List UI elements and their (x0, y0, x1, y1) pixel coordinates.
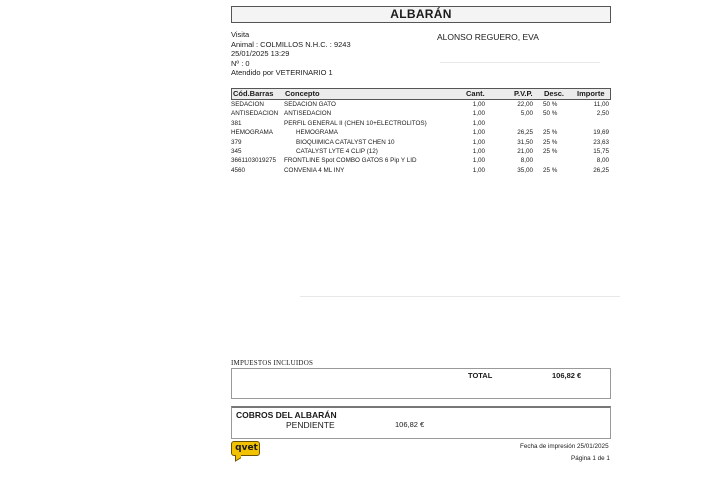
row-price: 8,00 (520, 157, 533, 165)
scan-noise-line (300, 296, 620, 297)
table-row (231, 100, 611, 109)
row-code: 4560 (231, 166, 246, 174)
table-row (231, 138, 611, 147)
table-row (231, 156, 611, 165)
payment-status: PENDIENTE (286, 420, 335, 430)
taxes-included-note: IMPUESTOS INCLUIDOS (231, 359, 314, 367)
row-amount: 26,25 (593, 166, 609, 174)
row-qty: 1,00 (472, 101, 485, 108)
total-box (231, 368, 611, 399)
row-code: HEMOGRAMA (231, 129, 273, 137)
row-qty: 1,00 (472, 147, 485, 155)
row-amount: 19,69 (593, 129, 609, 137)
header-qty: Cant. (466, 89, 485, 98)
visit-label: Visita (231, 30, 250, 39)
row-discount: 50 % (543, 110, 558, 118)
table-row (231, 119, 611, 128)
row-price: 21,00 (517, 147, 533, 155)
row-code: 3661103019275 (231, 157, 277, 165)
page-number: Página 1 de 1 (571, 455, 610, 462)
row-code: SEDACION (231, 101, 264, 108)
visit-info (231, 30, 351, 78)
row-price: 22,00 (517, 101, 533, 108)
qvet-logo (231, 441, 260, 456)
client-name: ALONSO REGUERO, EVA (437, 32, 539, 42)
row-qty: 1,00 (472, 110, 485, 118)
row-concept: PERFIL GENERAL II (CHEN 10+ELECTROLITOS) (284, 119, 427, 127)
row-qty: 1,00 (472, 138, 485, 146)
row-qty: 1,00 (472, 166, 485, 174)
row-price: 31,50 (517, 138, 533, 146)
row-concept: HEMOGRAMA (296, 129, 338, 137)
header-concept: Concepto (285, 89, 320, 98)
items-table-header (231, 88, 611, 100)
row-concept: SEDACION GATO (284, 101, 336, 108)
row-discount: 25 % (543, 129, 558, 137)
row-qty: 1,00 (472, 157, 485, 165)
attended-by: Atendido por VETERINARIO 1 (231, 68, 333, 77)
row-price: 35,00 (517, 166, 533, 174)
row-discount: 25 % (543, 166, 558, 174)
row-discount: 25 % (543, 138, 558, 146)
row-code: 345 (231, 147, 242, 155)
table-row (231, 109, 611, 118)
table-row (231, 147, 611, 156)
header-amount: Importe (577, 89, 605, 98)
payment-amount: 106,82 € (395, 420, 425, 429)
row-concept: CATALYST LYTE 4 CLIP (12) (296, 147, 378, 155)
row-code: ANTISEDACION (231, 110, 279, 118)
print-date: Fecha de impresión 25/01/2025 (520, 443, 609, 450)
row-amount: 11,00 (593, 101, 609, 108)
visit-date-time: 25/01/2025 13:29 (231, 49, 290, 58)
table-row (231, 166, 611, 175)
row-price: 26,25 (517, 129, 533, 137)
row-discount: 25 % (543, 147, 558, 155)
payments-title: COBROS DEL ALBARÁN (236, 410, 337, 420)
row-amount: 15,75 (593, 147, 609, 155)
row-discount: 50 % (543, 101, 558, 108)
payments-box (231, 406, 611, 439)
row-qty: 1,00 (472, 129, 485, 137)
row-concept: BIOQUIMICA CATALYST CHEN 10 (296, 138, 395, 146)
row-concept: FRONTLINE Spot COMBO GATOS 6 Pip Y LID (284, 157, 417, 165)
row-amount: 23,63 (593, 138, 609, 146)
row-price: 5,00 (520, 110, 533, 118)
total-value: 106,82 € (552, 371, 582, 380)
row-concept: CONVENIA 4 ML INY (284, 166, 345, 174)
animal-line: Animal : COLMILLOS N.H.C. : 9243 (231, 39, 351, 49)
logo-text: qvet (235, 443, 258, 453)
header-discount: Desc. (544, 89, 565, 98)
row-amount: 8,00 (596, 157, 609, 165)
scan-noise-line (440, 62, 600, 63)
row-qty: 1,00 (472, 119, 485, 127)
header-code: Cód.Barras (233, 89, 274, 98)
row-code: 381 (231, 119, 242, 127)
total-label: TOTAL (468, 371, 493, 380)
header-price: P.V.P. (514, 89, 533, 98)
row-code: 379 (231, 138, 242, 146)
document-number: Nº : 0 (231, 58, 250, 68)
document-title: ALBARÁN (231, 6, 611, 23)
table-row (231, 128, 611, 137)
items-table-body (231, 100, 611, 175)
row-concept: ANTISEDACION (284, 110, 332, 118)
row-amount: 2,50 (596, 110, 609, 118)
